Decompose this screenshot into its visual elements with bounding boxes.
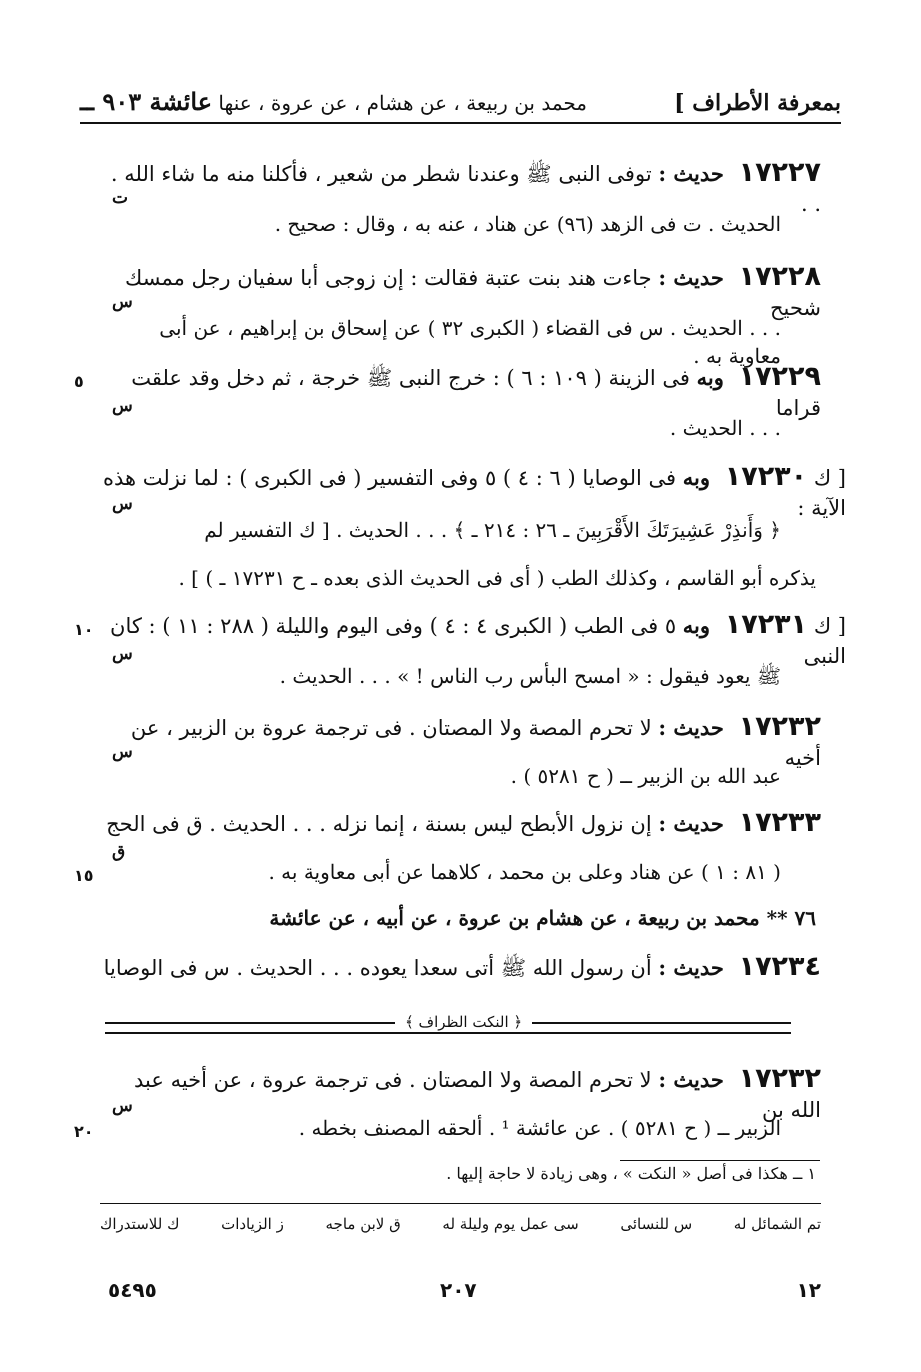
hadith-text: فى الوصايا ( ٦ : ٤ ) ٥ وفى التفسير ( فى الكبرى ) : لما نزلت هذه الآية : xyxy=(102,466,846,520)
page-number: ٢٠٧ xyxy=(440,1278,477,1302)
hadith-number: ١٧٢٢٨ xyxy=(738,261,821,292)
hadith-continuation: ( ٨١ : ١ ) عن هناد وعلى بن محمد ، كلاهما عن أبى معاوية به . xyxy=(268,860,781,884)
hadith-text: توفى النبى ﷺ وعندنا شطر من شعير ، فأكلنا منه ما شاء الله . . . xyxy=(110,162,821,216)
footnote-rule xyxy=(620,1160,820,1161)
hadith-label: وبه xyxy=(682,465,711,490)
hadith-number: ١٧٢٣٢ xyxy=(738,1063,821,1094)
hadith-entry xyxy=(101,808,821,839)
header-section xyxy=(80,87,587,116)
hadith-continuation: يذكره أبو القاسم ، وكذلك الطب ( أى فى الحديث الذى بعده ـ ح ١٧٢٣١ ـ ) ] . xyxy=(178,566,816,590)
abbreviation-item: ق لابن ماجه xyxy=(325,1215,401,1233)
hadith-label: حديث : xyxy=(658,811,724,836)
hadith-text: جاءت هند بنت عتبة فقالت : إن زوجى أبا سفيان رجل ممسك شحيح xyxy=(125,266,821,320)
margin-line-number: ١٥ xyxy=(74,866,94,885)
abbreviation-item: سى عمل يوم وليلة له xyxy=(442,1215,579,1233)
source-siglum: س xyxy=(112,494,133,514)
bracket-open: [ ك xyxy=(807,614,846,638)
hadith-text: لا تحرم المصة ولا المصتان . فى ترجمة عروة ، عن أخيه عبد الله بن xyxy=(134,1068,821,1122)
abbreviation-rule xyxy=(100,1203,821,1204)
header-main: عائشة ٩٠٣ ــ xyxy=(80,87,213,116)
hadith-continuation: ﷺ يعود فيقول : « امسح البأس رب الناس ! » . . . الحديث . xyxy=(279,664,781,688)
hadith-continuation: الزبير ــ ( ح ٥٢٨١ ) . عن عائشة ¹ . ألحقه المصنف بخطه . xyxy=(298,1116,781,1140)
hadith-text: لا تحرم المصة ولا المصتان . فى ترجمة عروة بن الزبير ، عن أخيه xyxy=(130,716,821,770)
chain-subheading: ٧٦ ** محمد بن ربيعة ، عن هشام بن عروة ، عن أبيه ، عن عائشة xyxy=(269,906,816,930)
hadith-number: ١٧٢٣٣ xyxy=(738,807,821,838)
source-siglum: ت xyxy=(112,188,129,208)
hadith-label: حديث : xyxy=(658,715,724,740)
source-siglum: س xyxy=(112,742,133,762)
abbreviation-item: س للنسائى xyxy=(620,1215,693,1233)
source-siglum: س xyxy=(112,396,133,416)
hadith-label: حديث : xyxy=(658,161,724,186)
margin-line-number: ١٠ xyxy=(74,620,94,639)
divider-label: ﴿ النكت الظراف ﴾ xyxy=(395,1013,532,1031)
abbreviation-key xyxy=(100,1215,821,1233)
header-title: بمعرفة الأطراف ] xyxy=(674,90,841,116)
footnote: ١ ــ هكذا فى أصل « النكت » ، وهى زيادة لا حاجة إليها . xyxy=(446,1164,816,1183)
hadith-label: وبه xyxy=(696,365,724,390)
footer-left-number: ٥٤٩٥ xyxy=(108,1278,157,1302)
hadith-number: ١٧٢٣٤ xyxy=(738,951,821,982)
hadith-label: حديث : xyxy=(658,265,724,290)
hadith-continuation: الحديث . ت فى الزهد (٩٦) عن هناد ، عنه به ، وقال : صحيح . xyxy=(274,212,781,236)
hadith-label: حديث : xyxy=(658,1067,724,1092)
hadith-continuation: . . . الحديث . xyxy=(669,416,781,440)
hadith-text: إن نزول الأبطح ليس بسنة ، إنما نزله . . . الحديث . ق فى الحج xyxy=(106,812,652,836)
hadith-continuation: عبد الله بن الزبير ــ ( ح ٥٢٨١ ) . xyxy=(510,764,781,788)
hadith-text: فى الزينة ( ١٠٩ : ٦ ) : خرج النبى ﷺ خرجة ، ثم دخل وقد علقت قراما xyxy=(131,366,821,420)
bracket-open: [ ك xyxy=(807,466,846,490)
hadith-label: وبه xyxy=(682,613,711,638)
hadith-entry xyxy=(86,462,846,523)
hadith-number: ١٧٢٣٢ xyxy=(738,711,821,742)
hadith-number: ١٧٢٣٠ xyxy=(724,461,808,492)
hadith-text: ٥ فى الطب ( الكبرى ٤ : ٤ ) وفى اليوم والليلة ( ٢٨٨ : ١١ ) : كان النبى xyxy=(110,614,846,668)
hadith-number: ١٧٢٢٧ xyxy=(738,157,821,188)
margin-line-number: ٢٠ xyxy=(74,1122,94,1141)
hadith-number: ١٧٢٢٩ xyxy=(738,361,821,392)
header-sub: محمد بن ربيعة ، عن هشام ، عن عروة ، عنها xyxy=(218,91,588,115)
hadith-continuation: ﴿ وَأَنذِرْ عَشِيرَتَكَ الأَقْرَبِينَ ـ ٢٦ : ٢١٤ ـ ﴾ . . . الحديث . [ ك التفسير لم xyxy=(204,518,781,542)
footer-right-number: ١٢ xyxy=(796,1278,821,1302)
hadith-number: ١٧٢٣١ xyxy=(724,609,808,640)
abbreviation-item: ز الزيادات xyxy=(221,1215,284,1233)
margin-line-number: ٥ xyxy=(74,372,84,391)
running-header xyxy=(80,72,841,124)
hadith-label: حديث : xyxy=(658,955,724,980)
hadith-entry xyxy=(101,952,821,983)
abbreviation-item: ك للاستدراك xyxy=(100,1215,180,1233)
source-siglum: ق xyxy=(112,842,126,862)
hadith-text: أن رسول الله ﷺ أتى سعدا يعوده . . . الحديث . س فى الوصايا xyxy=(103,956,652,980)
source-siglum: س xyxy=(112,292,133,312)
hadith-continuation: . . . الحديث . س فى القضاء ( الكبرى ٣٢ ) عن إسحاق بن إبراهيم ، عن أبى معاوية به . xyxy=(159,316,781,368)
abbreviation-item: تم الشمائل له xyxy=(733,1215,821,1233)
source-siglum: س xyxy=(112,644,133,664)
source-siglum: س xyxy=(112,1096,133,1116)
